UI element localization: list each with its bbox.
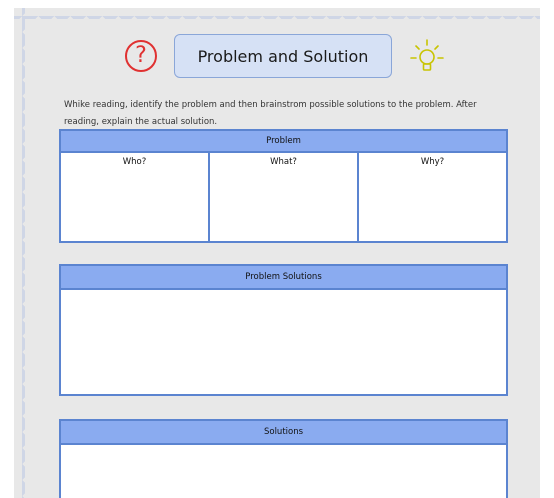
title-banner [174, 34, 392, 78]
problem-heading: Problem [61, 131, 506, 153]
problem-columns [61, 153, 506, 241]
what-column[interactable]: What? [210, 153, 359, 241]
instructions-text: Whike reading, identify the problem and then brainstrom possible solutions to the problem. After reading, explain the actual solution. [64, 99, 477, 127]
worksheet-page [14, 8, 540, 498]
problem-solutions-box [59, 264, 508, 396]
why-column[interactable]: Why? [420, 157, 445, 167]
problem-solutions-area[interactable] [61, 290, 506, 396]
solutions-heading: Solutions [61, 421, 506, 445]
zigzag-border-top [14, 8, 540, 19]
lightbulb-icon [408, 38, 446, 78]
question-circle-icon: ? [125, 40, 157, 72]
problem-table [59, 129, 508, 243]
page-title: Problem and Solution [197, 46, 369, 66]
who-column[interactable]: Who? [61, 153, 210, 241]
zigzag-border-left [14, 8, 25, 498]
solutions-area[interactable] [61, 445, 506, 498]
problem-solutions-heading: Problem Solutions [61, 266, 506, 290]
solutions-box [59, 419, 508, 498]
